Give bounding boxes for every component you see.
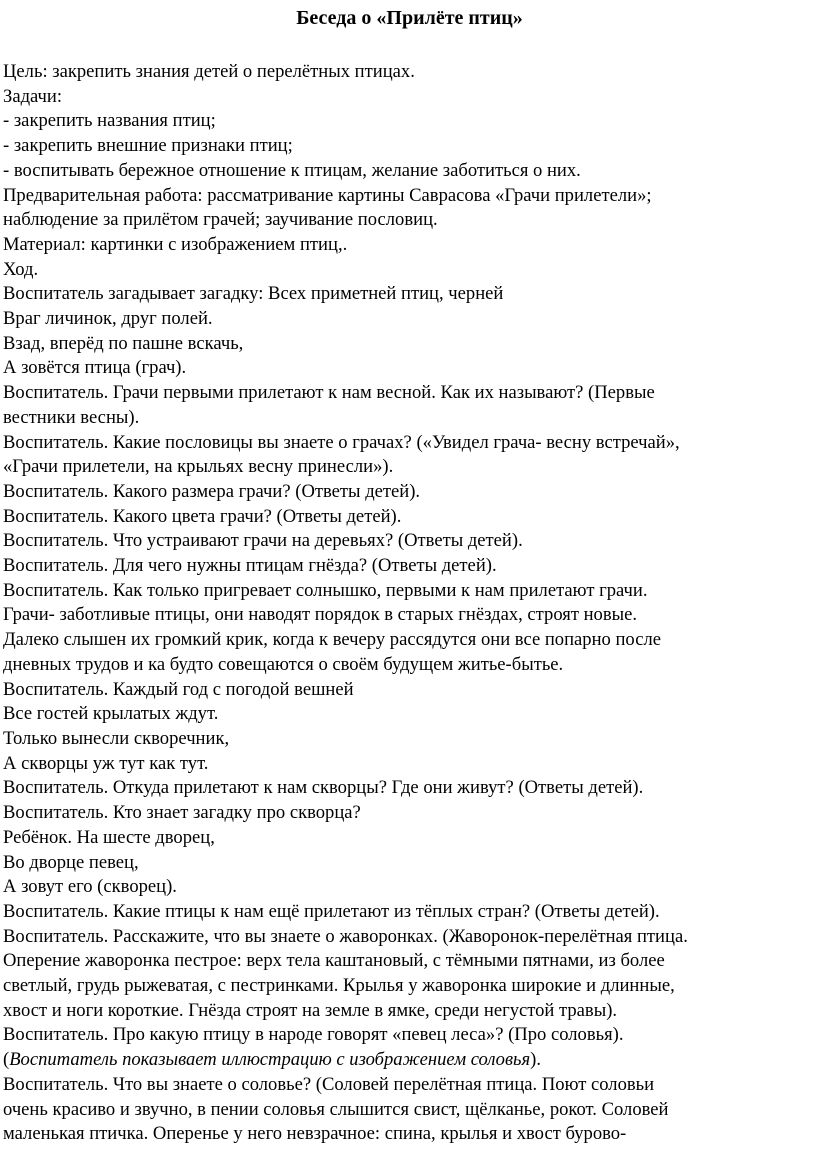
text-line: Ход. (3, 258, 39, 280)
text-line: «Грачи прилетели, на крыльях весну принесли»). (3, 456, 394, 478)
text-line: светлый, грудь рыжеватая, с пестринками. Крылья у жаворонка широкие и длинные, (3, 975, 675, 997)
text-line: Воспитатель. Расскажите, что вы знаете о жаворонках. (Жаворонок-перелётная птица. (3, 925, 688, 947)
illustration-note-close: ). (530, 1049, 541, 1071)
text-line: Материал: картинки с изображением птиц,. (3, 233, 348, 255)
text-line: Во дворце певец, (3, 851, 139, 873)
illustration-note-text: Воспитатель показывает иллюстрацию с изображением соловья (9, 1049, 531, 1071)
text-line: вестники весны). (3, 406, 140, 428)
text-line: Враг личинок, друг полей. (3, 308, 213, 330)
text-line: Предварительная работа: рассматривание картины Саврасова «Грачи прилетели»; (3, 184, 652, 206)
text-line: Воспитатель загадывает загадку: Всех приметней птиц, черней (3, 283, 504, 305)
text-line: - закрепить названия птиц; (3, 110, 216, 132)
text-line: Воспитатель. Откуда прилетают к нам скворцы? Где они живут? (Ответы детей). (3, 777, 644, 799)
text-line: Оперение жаворонка пестрое: верх тела каштановый, с тёмными пятнами, из более (3, 950, 665, 972)
text-line: Цель: закрепить знания детей о перелётных птицах. (3, 61, 415, 82)
text-line: маленькая птичка. Оперенье у него невзрачное: спина, крылья и хвост бурово- (3, 1123, 627, 1145)
text-line: Все гостей крылатых ждут. (3, 703, 219, 725)
illustration-note-open: ( (3, 1049, 10, 1071)
text-line: Грачи- заботливые птицы, они наводят порядок в старых гнёздах, строят новые. (3, 604, 638, 626)
illustration-note-line (3, 1048, 811, 1073)
text-line: А зовут его (скворец). (3, 876, 177, 898)
text-line: Воспитатель. Кто знает загадку про скворца? (3, 802, 361, 824)
text-line: хвост и ноги короткие. Гнёзда строят на земле в ямке, среди негустой травы). (3, 999, 618, 1021)
text-line: Воспитатель. Как только пригревает солнышко, первыми к нам прилетают грачи. (3, 579, 648, 601)
text-line: Воспитатель. Про какую птицу в народе говорят «певец леса»? (Про соловья). (3, 1024, 624, 1046)
text-line: Воспитатель. Что вы знаете о соловье? (Соловей перелётная птица. Поют соловьи (3, 1073, 655, 1095)
text-line: Воспитатель. Какие птицы к нам ещё прилетают из тёплых стран? (Ответы детей). (3, 900, 660, 922)
text-line: очень красиво и звучно, в пении соловья слышится свист, щёлканье, рокот. Соловей (3, 1098, 669, 1120)
text-line: дневных трудов и ка будто совещаются о своём будущем житье-бытье. (3, 653, 564, 675)
text-line: Далеко слышен их громкий крик, когда к вечеру рассядутся они все попарно после (3, 629, 661, 651)
text-line: Задачи: (3, 85, 63, 107)
document-title: Беседа о «Прилёте птиц» (296, 7, 523, 29)
text-line: Воспитатель. Каждый год с погодой вешней (3, 678, 354, 700)
text-line: А скворцы уж тут как тут. (3, 752, 209, 774)
text-line: Воспитатель. Какого размера грачи? (Ответы детей). (3, 480, 421, 502)
text-line: Воспитатель. Какие пословицы вы знаете о грачах? («Увидел грача- весну встречай», (3, 431, 680, 453)
text-line: Взад, вперёд по пашне вскачь, (3, 332, 244, 354)
document-body (3, 60, 811, 1147)
title-spacing (3, 46, 816, 60)
text-line: Воспитатель. Что устраивают грачи на деревьях? (Ответы детей). (3, 530, 523, 552)
text-line: А зовётся птица (грач). (3, 357, 187, 379)
text-line: Воспитатель. Какого цвета грачи? (Ответы детей). (3, 505, 402, 527)
text-line: - воспитывать бережное отношение к птицам, желание заботиться о них. (3, 159, 581, 181)
text-line: наблюдение за прилётом грачей; заучивание пословиц. (3, 209, 438, 231)
text-line: Только вынесли скворечник, (3, 727, 230, 749)
text-line: - закрепить внешние признаки птиц; (3, 135, 293, 157)
text-line: Воспитатель. Грачи первыми прилетают к нам весной. Как их называют? (Первые (3, 382, 655, 404)
text-line: Воспитатель. Для чего нужны птицам гнёзда? (Ответы детей). (3, 555, 497, 577)
text-line: Ребёнок. На шесте дворец, (3, 826, 215, 848)
